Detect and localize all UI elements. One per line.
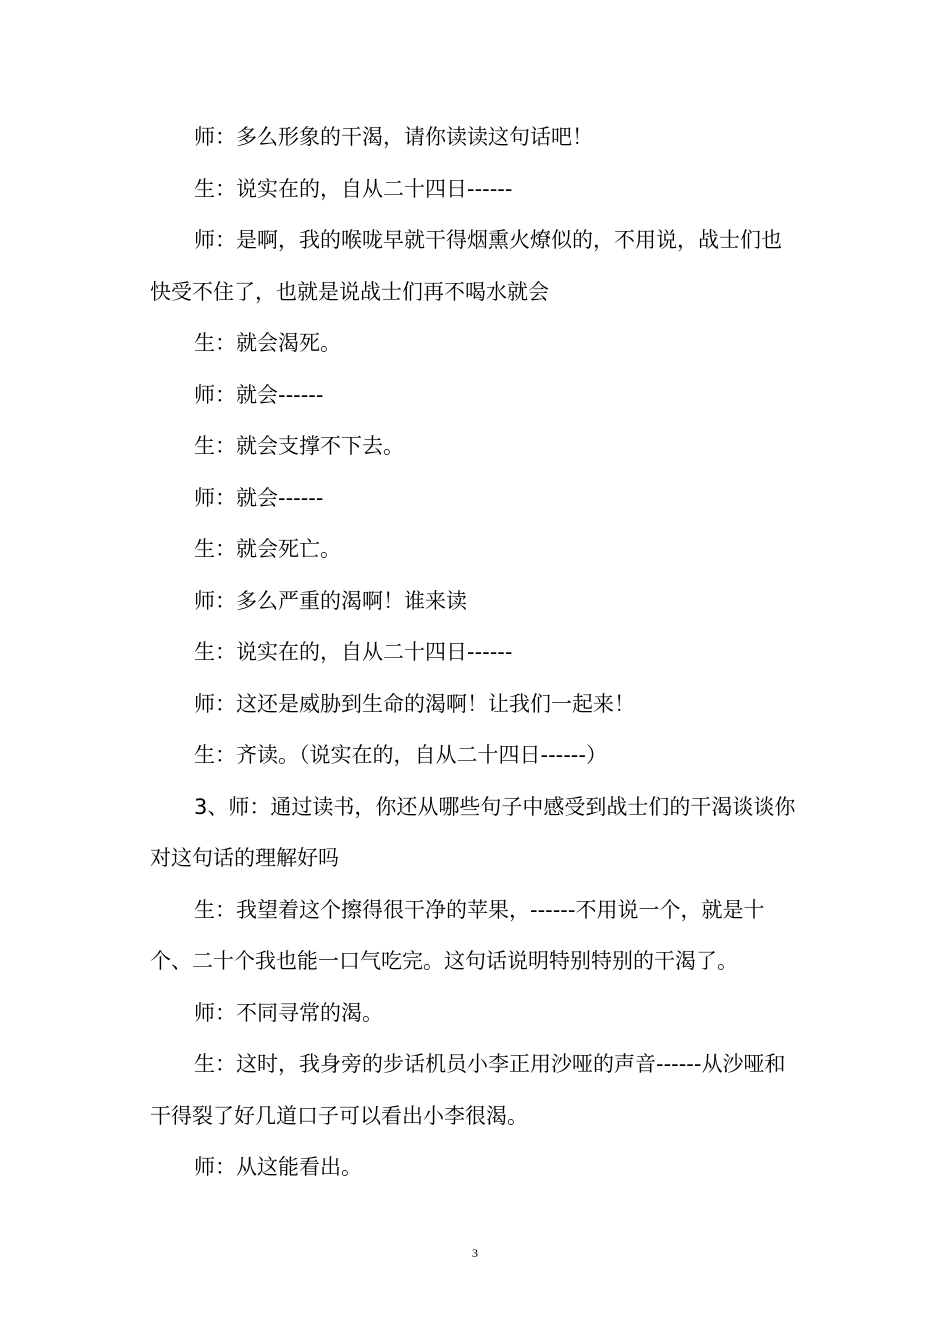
paragraph: 师：这还是威胁到生命的渴啊！让我们一起来！ <box>194 691 635 716</box>
page-number: 3 <box>472 1246 478 1260</box>
paragraph: 生：说实在的，自从二十四日------ <box>194 176 513 201</box>
paragraph: 师：从这能看出。 <box>194 1155 362 1179</box>
paragraph: 师：不同寻常的渴。 <box>194 1000 383 1025</box>
paragraph: 生：就会渴死。 <box>194 331 341 355</box>
document-body <box>150 112 800 1194</box>
paragraph: 生：说实在的，自从二十四日------ <box>194 640 513 664</box>
paragraph: 师：多么形象的干渴，请你读读这句话吧！ <box>194 125 593 149</box>
paragraph: 生：这时，我身旁的步话机员小李正用沙哑的声音------从沙哑和干得裂了好几道口子可以看出小李很渴。 <box>150 1052 786 1128</box>
paragraph: 生：齐读。（说实在的，自从二十四日------） <box>194 743 607 767</box>
paragraph: 师：就会------ <box>194 485 324 510</box>
paragraph: 师：是啊，我的喉咙早就干得烟熏火燎似的，不用说，战士们也快受不住了，也就是说战士们再不喝水就会 <box>150 228 782 304</box>
paragraph: 生：就会支撑不下去。 <box>194 434 404 458</box>
paragraph: 生：我望着这个擦得很干净的苹果，------不用说一个，就是十个、二十个我也能一口气吃完。这句话说明特别特别的干渴了。 <box>150 897 765 973</box>
paragraph: 3、师：通过读书，你还从哪些句子中感受到战士们的干渴谈谈你对这句话的理解好吗 <box>150 794 796 870</box>
paragraph: 师：就会------ <box>194 382 324 407</box>
paragraph: 生：就会死亡。 <box>194 537 341 561</box>
paragraph: 师：多么严重的渴啊！谁来读 <box>194 588 467 613</box>
